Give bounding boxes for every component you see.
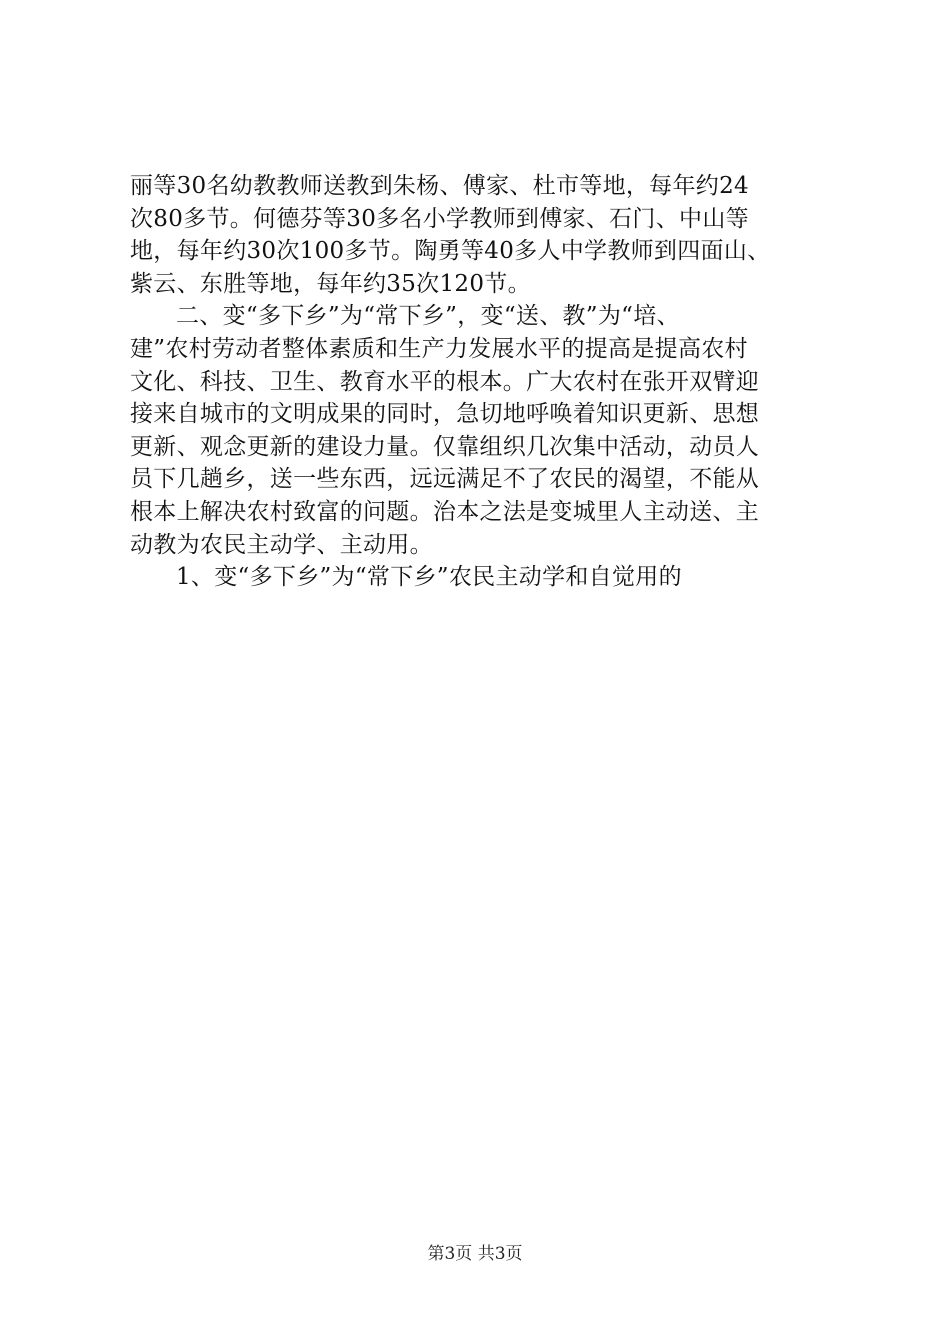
text-line: 地，每年约30次100多节。陶勇等40多人中学教师到四面山、 — [130, 238, 771, 265]
page-footer: 第3页 共3页 — [427, 1244, 523, 1264]
text-line: 文化、科技、卫生、教育水平的根本。广大农村在张开双臂迎 — [130, 368, 760, 395]
text-line: 员下几趟乡，送一些东西，远远满足不了农民的渴望，不能从 — [130, 466, 760, 493]
paragraph-3 — [130, 561, 830, 594]
text-line: 更新、观念更新的建设力量。仅靠组织几次集中活动，动员人 — [130, 433, 760, 460]
text-line: 紫云、东胜等地，每年约35次120节。 — [130, 270, 531, 297]
text-line: 二、变“多下乡”为“常下乡”，变“送、教”为“培、 — [176, 303, 680, 330]
text-line: 根本上解决农村致富的问题。治本之法是变城里人主动送、主 — [130, 498, 760, 525]
text-line: 次80多节。何德芬等30多名小学教师到傅家、石门、中山等 — [130, 205, 749, 232]
text-line: 丽等30名幼教教师送教到朱杨、傅家、杜市等地，每年约24 — [130, 173, 749, 199]
text-line: 建”农村劳动者整体素质和生产力发展水平的提高是提高农村 — [130, 335, 748, 362]
text-line: 1、变“多下乡”为“常下乡”农民主动学和自觉用的 — [176, 564, 682, 591]
text-line: 动教为农民主动学、主动用。 — [130, 531, 433, 558]
document-body — [130, 170, 830, 594]
text-line: 接来自城市的文明成果的同时，急切地呼唤着知识更新、思想 — [130, 401, 760, 428]
paragraph-2 — [130, 300, 830, 561]
paragraph-1 — [130, 170, 830, 300]
